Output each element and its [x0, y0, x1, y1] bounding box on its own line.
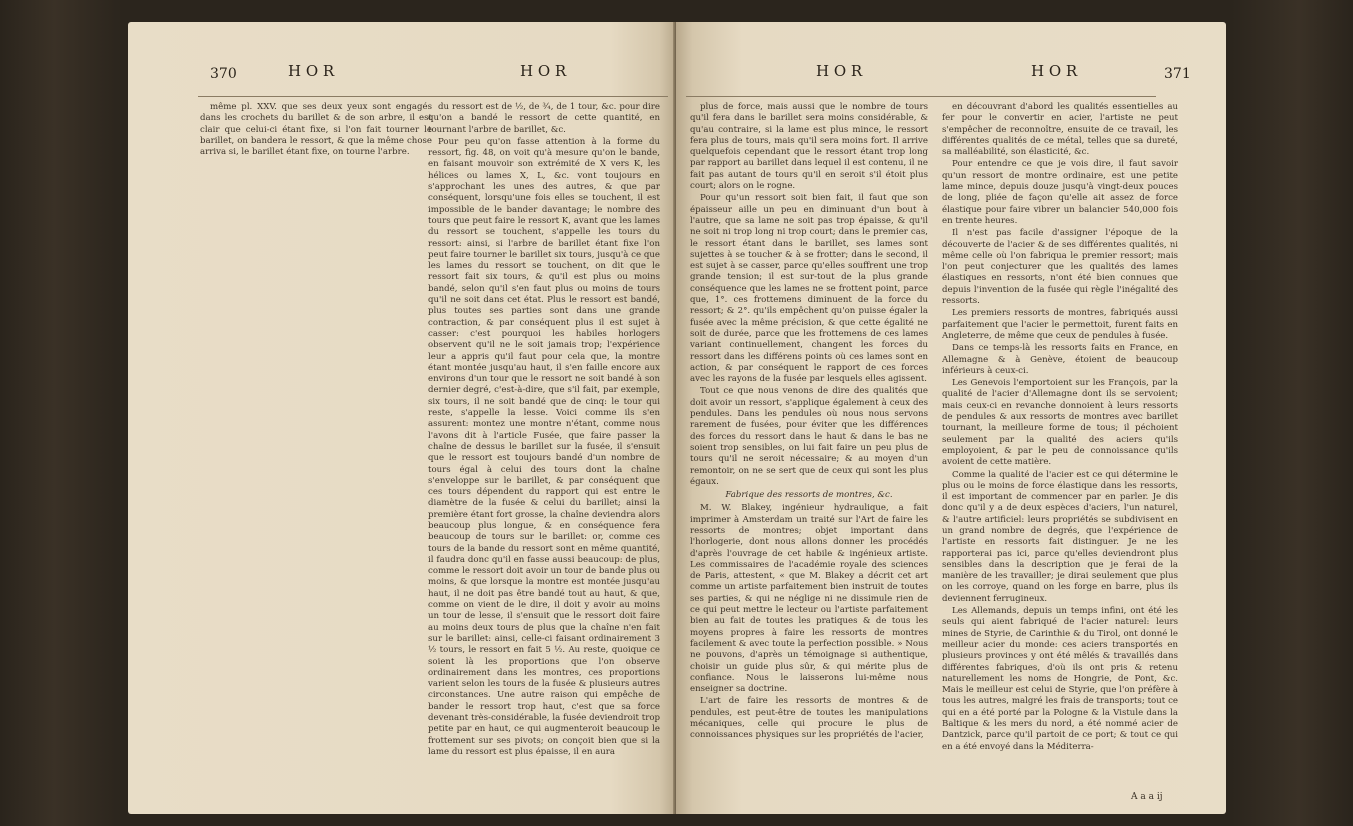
page-number-right: 371	[1164, 66, 1191, 82]
paragraph: Les premiers ressorts de montres, fabriqués aussi parfaitement que l'acier le permettoit, furent faits en Angleterre, de même que ceux de pendules à fusée.	[942, 308, 1178, 341]
running-head-left-b: H O R	[520, 62, 567, 80]
paragraph: Dans ce temps-là les ressorts faits en France, en Allemagne & à Genève, étoient de beaucoup inférieurs à ceux-ci.	[942, 343, 1178, 376]
left-page-column-2	[428, 102, 660, 814]
header-rule	[198, 96, 668, 97]
paragraph: Tout ce que nous venons de dire des qualités que doit avoir un ressort, s'applique également à ceux des pendules. Dans les pendules où nous nous servons rarement de fusées, pour éviter que les différences des forces du ressort dans le haut & dans le bas ne soient trop sensibles, on lui fait faire un peu plus de tours qu'il ne seroit nécessaire; & au moyen d'un remontoir, on ne se sert que de ceux qui sont les plus égaux.	[690, 386, 928, 487]
paragraph: du ressort est de ½, de ¾, de 1 tour, &c. pour dire qu'on a bandé le ressort de cette quantité, en tournant l'arbre de barillet, &c.	[428, 102, 660, 135]
paragraph: même pl. XXV. que ses deux yeux sont engagés dans les crochets du barillet & de son arbre, il est clair que celui-ci étant fixe, si l'on fait tourner le barillet, on bandera le ressort, & que la même chose arriva si, le barillet étant fixe, on tourne l'arbre.	[200, 102, 432, 158]
running-head-right-a: H O R	[816, 62, 863, 80]
running-head-left-a: H O R	[288, 62, 335, 80]
paragraph: Pour entendre ce que je vois dire, il faut savoir qu'un ressort de montre ordinaire, est une petite lame mince, depuis douze jusqu'à vingt-deux pouces de long, pliée de façon qu'elle ait assez de force élastique pour faire vibrer un balancier 540,000 fois en trente heures.	[942, 159, 1178, 226]
paragraph: M. W. Blakey, ingénieur hydraulique, a fait imprimer à Amsterdam un traité sur l'Art de faire les ressorts de montres; objet important dans l'horlogerie, dont nous allons donner les procédés d'après l'ouvrage de cet habile & ingénieux artiste. Les commissaires de l'académie royale des sciences de Paris, attestent, « que M. Blakey a décrit cet art comme un artiste parfaitement bien instruit de toutes ses parties, & qui ne néglige ni ne dissimule rien de ce qui peut mettre le lecteur ou l'artiste parfaitement bien au fait de toutes les pratiques & de tous les moyens propres à faire les ressorts de montres facilement & avec toute la perfection possible. » Nous ne pouvons, d'après un témoignage si authentique, choisir un guide plus sûr, & qui mérite plus de confiance. Nous le laisserons lui-même nous enseigner sa doctrine.	[690, 503, 928, 695]
left-page	[128, 22, 676, 814]
right-page-column-1	[690, 102, 928, 814]
paragraph: en découvrant d'abord les qualités essentielles au fer pour le convertir en acier, l'artiste ne peut s'empêcher de reconnoître, ensuite de ce travail, les différentes qualités de ce métal, telles que sa dureté, sa malléabilité, son élasticité, &c.	[942, 102, 1178, 158]
right-page	[676, 22, 1226, 814]
paragraph: Les Allemands, depuis un temps infini, ont été les seuls qui aient fabriqué de l'acier naturel: leurs mines de Styrie, de Carinthie & du Tirol, ont donné le meilleur acier du monde: ces aciers transportés en plusieurs provinces y ont été mêlés & travaillés dans différentes fabriques, d'où ils ont pris & retenu naturellement les noms de Hongrie, de Pont, &c. Mais le meilleur est celui de Styrie, que l'on préfère à tous les autres, malgré les frais de transports; tout ce qui en a été porté par la Pologne & la Vistule dans la Baltique & les mers du nord, a été nommé acier de Dantzick, parce qu'il partoit de ce port; & tout ce qui en a été envoyé dans la Méditerra-	[942, 606, 1178, 752]
paragraph: Il n'est pas facile d'assigner l'époque de la découverte de l'acier & de ses différentes qualités, ni même celle où l'on fabriqua le premier ressort; mais l'on peut conjecturer que les qualités des lames élastiques en ressorts, n'ont été bien connues que depuis l'invention de la fusée qui règle l'inégalité des ressorts.	[942, 228, 1178, 307]
paragraph: L'art de faire les ressorts de montres & de pendules, est peut-être de toutes les manipulations mécaniques, celle qui procure le plus de connoissances physiques sur les propriétés de l'acier,	[690, 696, 928, 741]
running-head-right-b: H O R	[1031, 62, 1078, 80]
signature-mark: A a a ij	[1131, 792, 1163, 802]
right-page-column-2	[942, 102, 1178, 786]
paragraph: Comme la qualité de l'acier est ce qui détermine le plus ou le moins de force élastique dans les ressorts, il est important de commencer par en parler. Je dis donc qu'il y a de deux espèces d'aciers, l'un naturel, & l'autre artificiel: leurs propriétés se subdivisent en un grand nombre de degrés, que l'expérience de l'artiste en ressorts fait distinguer. Je ne les rapporterai pas ici, parce qu'elles deviendront plus sensibles dans la description que je ferai de la manière de les travailler; je dirai seulement que plus on les corroye, quand on les forge en barre, plus ils deviennent ferrugineux.	[942, 469, 1178, 604]
paragraph: Pour peu qu'on fasse attention à la forme du ressort, fig. 48, on voit qu'à mesure qu'on le bande, en faisant mouvoir son extrémité de X vers K, les hélices ou lames X, L, &c. vont toujours en s'approchant les unes des autres, & que par conséquent, lorsqu'une fois elles se touchent, il est impossible de le bander davantage; le nombre des tours que peut faire le ressort K, avant que les lames du ressort se touchent, s'appelle les tours du ressort: ainsi, si l'arbre de barillet étant fixe l'on peut faire tourner le barillet six tours, jusqu'à ce que les lames du ressort se touchent, on dit que le ressort fait six tours, & qu'il est plus ou moins bandé, selon qu'il s'en faut plus ou moins de tours qu'il ne soit dans cet état. Plus le ressort est bandé, plus toutes ses parties sont dans une grande contraction, & par conséquent plus il est sujet à casser: c'est pourquoi les habiles horlogers observent qu'il ne le soit jamais trop; l'expérience leur a appris qu'il faut pour cela que, la montre étant montée jusqu'au haut, il s'en faille encore aux environs d'un tour que le ressort ne soit bandé à son dernier degré, c'est-à-dire, que s'il fait, par exemple, six tours, il ne soit bandé que de cinq: le tour qui reste, s'appelle la lesse. Voici comme ils s'en assurent: montez une montre n'étant, comme nous l'avons dit à l'article Fusée, que faire passer la chaîne de dessus le barillet sur la fusée, il s'ensuit que le ressort est toujours bandé d'un nombre de tours égal à celui des tours dont la chaîne s'enveloppe sur le barillet, & par conséquent que ces tours dépendent du rapport qui est entre le diamètre de la fusée & celui du barillet; ainsi la première étant fort grosse, la chaîne deviendra alors beaucoup plus longue, & en conséquence fera beaucoup de tours sur le barillet: or, comme ces tours de la bande du ressort sont en même quantité, il faudra donc qu'il en fasse aussi beaucoup: de plus, comme le ressort doit avoir un tour de bande plus ou moins, & que lorsque la montre est montée jusqu'au haut, il ne doit pas être bandé tout au haut, & que, comme on vient de le dire, il doit y avoir au moins un tour de lesse, il s'ensuit que le ressort doit faire au moins deux tours de plus que la chaîne n'en fait sur le barillet: ainsi, celle-ci faisant ordinairement 3 ½ tours, le ressort en fait 5 ½. Au reste, quoique ce soient là les proportions que l'on observe ordinairement dans les montres, ces proportions varient selon les tours de la fusée & plusieurs autres circonstances. Une autre raison qui empêche de bander le ressort trop haut, c'est que sa force devenant très-considérable, la fusée deviendroit trop petite par en haut, ce qui augmenteroit beaucoup le frottement sur ses pivots; on conçoit bien que si la lame du ressort est plus épaisse, il en aura	[428, 136, 660, 757]
header-rule	[686, 96, 1156, 97]
section-heading: Fabrique des ressorts de montres, &c.	[725, 490, 893, 501]
page-number-left: 370	[210, 66, 237, 82]
left-page-column-1	[200, 102, 432, 814]
paragraph: plus de force, mais aussi que le nombre de tours qu'il fera dans le barillet sera moins considérable, & qu'au contraire, si la lame est plus mince, le ressort fera plus de tours, mais qu'il sera moins fort. Il arrive quelquefois cependant que le ressort étant trop long par rapport au barillet dans lequel il est contenu, il ne fait pas autant de tours qu'il en seroit s'il étoit plus court; alors on le rogne.	[690, 102, 928, 192]
paragraph: Pour qu'un ressort soit bien fait, il faut que son épaisseur aille un peu en diminuant d'un bout à l'autre, que sa lame ne soit pas trop épaisse, & qu'il ne soit ni trop long ni trop court; dans le premier cas, le ressort étant dans le barillet, ses lames sont sujettes à se toucher & à se frotter; dans le second, il est sujet à se casser, parce qu'elles souffrent une trop grande tension; il est sur-tout de la plus grande conséquence que les lames ne se frottent point, parce que, 1°. ces frottemens diminuent de la force du ressort; & 2°. qu'ils empêchent qu'on puisse égaler la fusée avec la même précision, & que cette égalité ne soit de durée, parce que les frottemens de ces lames variant continuellement, changent les forces du ressort dans les différens points où ces lames sont en action, & par conséquent le rapport de ces forces avec les rayons de la fusée par lesquels elles agissent.	[690, 193, 928, 385]
paragraph: Les Genevois l'emportoient sur les François, par la qualité de l'acier d'Allemagne dont ils se servoient; mais ceux-ci en revanche donnoient à leurs ressorts de pendules & aux ressorts de montres avec barillet tournant, la meilleure forme de tous; il péchoient seulement par la qualité des aciers qu'ils employoient, & par le peu de connoissance qu'ils avoient de cette matière.	[942, 378, 1178, 468]
